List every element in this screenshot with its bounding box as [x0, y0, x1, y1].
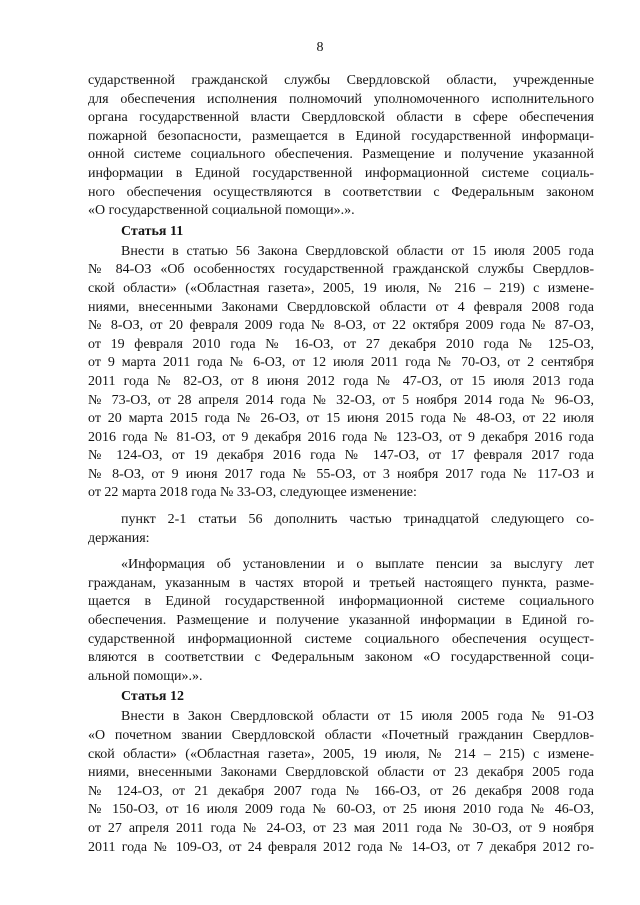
document-body — [88, 72, 594, 857]
text-line: обеспечения. Размещение и получение указанной информации в Единой го- — [88, 613, 594, 629]
text-line: щается в Единой государственной информационной системе социального — [88, 594, 594, 610]
article-heading: Статья 11 — [121, 223, 184, 239]
text-line: органа государственной власти Свердловской области в сфере обеспечения — [88, 110, 594, 126]
text-line: от 22 марта 2018 года № 33-ОЗ, следующее изменение: — [88, 485, 417, 501]
text-line: 2011 года № 109-ОЗ, от 24 февраля 2012 года № 14-ОЗ, от 7 декабря 2012 го- — [88, 839, 594, 855]
text-line: «О государственной социальной помощи».». — [88, 203, 355, 219]
page-number: 8 — [316, 40, 324, 55]
paragraph-gap — [88, 548, 594, 556]
text-line: пункт 2-1 статьи 56 дополнить частью тринадцатой следующего со- — [121, 512, 594, 528]
text-line: информации в Единой государственной информационной системе социаль- — [88, 165, 594, 181]
text-line: Внести в статью 56 Закона Свердловской области от 15 июля 2005 года — [121, 243, 594, 259]
text-line: № 150-ОЗ, от 16 июля 2009 года № 60-ОЗ, от 25 июня 2010 года № 46-ОЗ, — [88, 802, 594, 818]
text-line: № 124-ОЗ, от 21 декабря 2007 года № 166-ОЗ, от 26 декабря 2008 года — [88, 783, 594, 799]
paragraph-gap — [88, 503, 594, 511]
text-line: ного обеспечения осуществляются в соответствии с Федеральным законом — [88, 184, 594, 200]
text-line: ниями, внесенными Законами Свердловской области от 23 декабря 2005 года — [88, 765, 594, 781]
text-line: сударственной гражданской службы Свердловской области, учрежденные — [88, 73, 594, 88]
text-line: пожарной безопасности, размещается в Единой государственной информаци- — [88, 128, 594, 144]
text-line: гражданам, указанным в частях второй и третьей настоящего пункта, разме- — [88, 575, 594, 591]
text-line: № 8-ОЗ, от 20 февраля 2009 года № 8-ОЗ, от 22 октября 2009 года № 87-ОЗ, — [88, 318, 594, 334]
text-line: от 19 февраля 2010 года № 16-ОЗ, от 27 декабря 2010 года № 125-ОЗ, — [88, 336, 594, 352]
text-line: держания: — [88, 530, 150, 546]
text-line: онной системе социального обеспечения. Размещение и получение указанной — [88, 147, 594, 163]
text-line: от 20 марта 2015 года № 26-ОЗ, от 15 июня 2015 года № 48-ОЗ, от 22 июля — [88, 411, 594, 427]
text-line: вляются в соответствии с Федеральным законом «О государственной соци- — [88, 650, 594, 666]
text-line: № 8-ОЗ, от 9 июня 2017 года № 55-ОЗ, от 3 ноября 2017 года № 117-ОЗ и — [88, 466, 594, 482]
text-line: 2016 года № 81-ОЗ, от 9 декабря 2016 года № 123-ОЗ, от 9 декабря 2016 года — [88, 429, 594, 445]
text-line: сударственной информационной системе социального обеспечения осущест- — [88, 631, 594, 647]
text-line: от 27 апреля 2011 года № 24-ОЗ, от 23 мая 2011 года № 30-ОЗ, от 9 ноября — [88, 820, 594, 836]
text-line: ской области» («Областная газета», 2005, 19 июля, № 214 – 215) с измене- — [88, 746, 594, 762]
text-line: 2011 года № 82-ОЗ, от 8 июня 2012 года № 47-ОЗ, от 15 июля 2013 года — [88, 373, 594, 389]
text-line: № 84-ОЗ «Об особенностях государственной гражданской службы Свердлов- — [88, 262, 594, 278]
text-line: «Информация об установлении и о выплате пенсии за выслугу лет — [121, 557, 594, 573]
text-line: «О почетном звании Свердловской области «Почетный гражданин Свердлов- — [88, 728, 594, 743]
text-line: для обеспечения исполнения полномочий уполномоченного исполнительного — [88, 91, 594, 107]
text-line: № 124-ОЗ, от 19 декабря 2016 года № 147-ОЗ, от 17 февраля 2017 года — [88, 448, 594, 464]
text-line: ской области» («Областная газета», 2005, 19 июля, № 216 – 219) с измене- — [88, 280, 594, 296]
text-line: альной помощи».». — [88, 668, 203, 684]
text-line: № 73-ОЗ, от 28 апреля 2014 года № 32-ОЗ, от 5 ноября 2014 года № 96-ОЗ, — [88, 392, 594, 408]
text-line: от 9 марта 2011 года № 6-ОЗ, от 12 июля 2011 года № 70-ОЗ, от 2 сентября — [88, 355, 594, 371]
text-line: Внести в Закон Свердловской области от 15 июля 2005 года № 91-ОЗ — [121, 709, 594, 725]
article-heading: Статья 12 — [121, 689, 184, 705]
text-line: ниями, внесенными Законами Свердловской области от 4 февраля 2008 года — [88, 299, 594, 315]
